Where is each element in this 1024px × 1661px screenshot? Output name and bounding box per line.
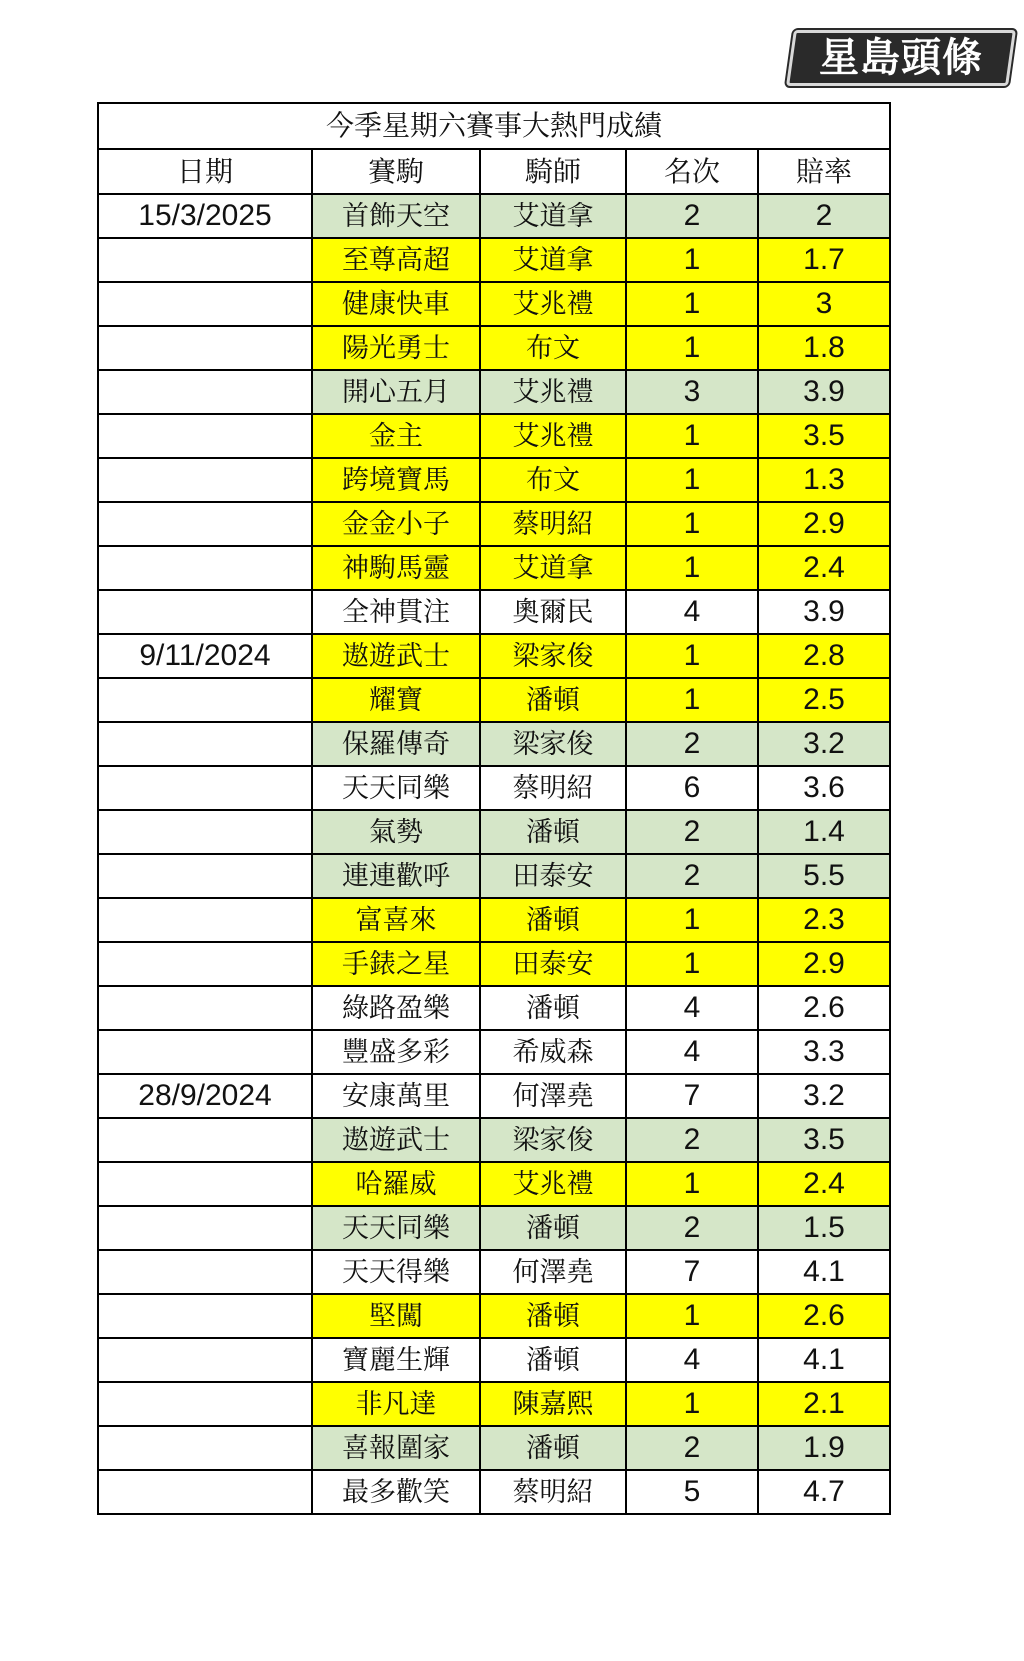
cell-jockey: 梁家俊 [480, 634, 626, 678]
cell-horse: 全神貫注 [312, 590, 480, 634]
cell-jockey: 陳嘉熙 [480, 1382, 626, 1426]
cell-date [98, 810, 312, 854]
table-row [98, 1426, 890, 1470]
cell-date [98, 1338, 312, 1382]
cell-placing: 2 [626, 722, 758, 766]
header-jockey: 騎師 [480, 149, 626, 194]
table-row [98, 942, 890, 986]
brand-logo [786, 30, 1016, 86]
cell-date [98, 370, 312, 414]
cell-placing: 1 [626, 898, 758, 942]
table-row [98, 1162, 890, 1206]
cell-placing: 4 [626, 986, 758, 1030]
cell-horse: 哈羅威 [312, 1162, 480, 1206]
cell-date [98, 898, 312, 942]
cell-placing: 1 [626, 1382, 758, 1426]
cell-placing: 1 [626, 502, 758, 546]
table-row [98, 194, 890, 238]
cell-jockey: 艾兆禮 [480, 370, 626, 414]
table-row [98, 238, 890, 282]
cell-placing: 2 [626, 854, 758, 898]
table-row [98, 1294, 890, 1338]
table-row [98, 722, 890, 766]
cell-placing: 2 [626, 1426, 758, 1470]
cell-jockey: 奧爾民 [480, 590, 626, 634]
cell-placing: 1 [626, 1294, 758, 1338]
cell-jockey: 艾道拿 [480, 546, 626, 590]
cell-odds: 2.5 [758, 678, 890, 722]
cell-placing: 2 [626, 1118, 758, 1162]
cell-placing: 4 [626, 1030, 758, 1074]
cell-horse: 天天同樂 [312, 766, 480, 810]
cell-jockey: 艾道拿 [480, 238, 626, 282]
cell-horse: 陽光勇士 [312, 326, 480, 370]
cell-jockey: 艾兆禮 [480, 1162, 626, 1206]
cell-date [98, 1426, 312, 1470]
cell-jockey: 蔡明紹 [480, 1470, 626, 1514]
cell-odds: 2.3 [758, 898, 890, 942]
table-row [98, 1074, 890, 1118]
cell-date [98, 722, 312, 766]
cell-odds: 4.7 [758, 1470, 890, 1514]
cell-jockey: 潘頓 [480, 898, 626, 942]
cell-jockey: 希威森 [480, 1030, 626, 1074]
cell-jockey: 潘頓 [480, 1426, 626, 1470]
cell-jockey: 梁家俊 [480, 722, 626, 766]
cell-date [98, 1206, 312, 1250]
table-row [98, 414, 890, 458]
cell-jockey: 何澤堯 [480, 1074, 626, 1118]
cell-date [98, 1294, 312, 1338]
cell-placing: 2 [626, 810, 758, 854]
table-title: 今季星期六賽事大熱門成績 [98, 103, 890, 149]
cell-jockey: 艾兆禮 [480, 414, 626, 458]
cell-odds: 4.1 [758, 1250, 890, 1294]
cell-horse: 非凡達 [312, 1382, 480, 1426]
cell-odds: 1.5 [758, 1206, 890, 1250]
table-row [98, 282, 890, 326]
table-row [98, 634, 890, 678]
cell-jockey: 潘頓 [480, 1294, 626, 1338]
cell-placing: 3 [626, 370, 758, 414]
cell-date [98, 1470, 312, 1514]
header-date: 日期 [98, 149, 312, 194]
cell-horse: 喜報圍家 [312, 1426, 480, 1470]
cell-placing: 2 [626, 1206, 758, 1250]
cell-jockey: 艾道拿 [480, 194, 626, 238]
cell-odds: 2.4 [758, 546, 890, 590]
cell-odds: 2.9 [758, 942, 890, 986]
table-row [98, 986, 890, 1030]
cell-horse: 遨遊武士 [312, 1118, 480, 1162]
cell-odds: 1.4 [758, 810, 890, 854]
cell-odds: 5.5 [758, 854, 890, 898]
cell-horse: 保羅傳奇 [312, 722, 480, 766]
table-row [98, 590, 890, 634]
cell-placing: 4 [626, 1338, 758, 1382]
cell-odds: 1.3 [758, 458, 890, 502]
cell-jockey: 布文 [480, 326, 626, 370]
cell-placing: 1 [626, 282, 758, 326]
header-placing: 名次 [626, 149, 758, 194]
cell-horse: 連連歡呼 [312, 854, 480, 898]
cell-odds: 3.2 [758, 1074, 890, 1118]
cell-jockey: 梁家俊 [480, 1118, 626, 1162]
cell-date [98, 414, 312, 458]
cell-horse: 首飾天空 [312, 194, 480, 238]
cell-date [98, 766, 312, 810]
table-row [98, 1206, 890, 1250]
cell-odds: 1.8 [758, 326, 890, 370]
table-row [98, 678, 890, 722]
cell-date: 15/3/2025 [98, 194, 312, 238]
table-row [98, 458, 890, 502]
cell-odds: 3.5 [758, 1118, 890, 1162]
cell-placing: 7 [626, 1074, 758, 1118]
cell-horse: 金主 [312, 414, 480, 458]
table-header-row [98, 149, 890, 194]
cell-date [98, 986, 312, 1030]
cell-jockey: 潘頓 [480, 810, 626, 854]
cell-date [98, 678, 312, 722]
cell-placing: 1 [626, 326, 758, 370]
table-row [98, 1250, 890, 1294]
cell-date [98, 458, 312, 502]
cell-date [98, 282, 312, 326]
cell-jockey: 潘頓 [480, 678, 626, 722]
cell-date [98, 238, 312, 282]
cell-date [98, 590, 312, 634]
cell-jockey: 艾兆禮 [480, 282, 626, 326]
cell-odds: 1.7 [758, 238, 890, 282]
cell-placing: 5 [626, 1470, 758, 1514]
brand-logo-text: 星島頭條 [819, 35, 983, 81]
cell-placing: 1 [626, 678, 758, 722]
table-row [98, 1118, 890, 1162]
cell-odds: 2.6 [758, 986, 890, 1030]
cell-odds: 2.8 [758, 634, 890, 678]
cell-date [98, 1382, 312, 1426]
cell-date: 28/9/2024 [98, 1074, 312, 1118]
cell-date [98, 1030, 312, 1074]
cell-placing: 2 [626, 194, 758, 238]
cell-horse: 至尊高超 [312, 238, 480, 282]
table-row [98, 546, 890, 590]
cell-odds: 4.1 [758, 1338, 890, 1382]
table-row [98, 326, 890, 370]
cell-jockey: 蔡明紹 [480, 502, 626, 546]
cell-odds: 3.3 [758, 1030, 890, 1074]
cell-jockey: 潘頓 [480, 1338, 626, 1382]
table-title-row [98, 103, 890, 149]
cell-horse: 豐盛多彩 [312, 1030, 480, 1074]
cell-horse: 最多歡笑 [312, 1470, 480, 1514]
table-body [98, 194, 890, 1514]
header-horse: 賽駒 [312, 149, 480, 194]
cell-odds: 3.9 [758, 590, 890, 634]
cell-horse: 綠路盈樂 [312, 986, 480, 1030]
cell-horse: 天天同樂 [312, 1206, 480, 1250]
cell-placing: 1 [626, 458, 758, 502]
cell-horse: 遨遊武士 [312, 634, 480, 678]
table-row [98, 370, 890, 414]
cell-placing: 1 [626, 238, 758, 282]
cell-date [98, 1162, 312, 1206]
cell-date [98, 942, 312, 986]
table-row [98, 766, 890, 810]
cell-date [98, 854, 312, 898]
cell-date [98, 1118, 312, 1162]
cell-odds: 2.6 [758, 1294, 890, 1338]
cell-horse: 安康萬里 [312, 1074, 480, 1118]
cell-horse: 富喜來 [312, 898, 480, 942]
cell-odds: 3.6 [758, 766, 890, 810]
cell-jockey: 潘頓 [480, 1206, 626, 1250]
cell-placing: 1 [626, 1162, 758, 1206]
table-row [98, 810, 890, 854]
cell-jockey: 潘頓 [480, 986, 626, 1030]
table-row [98, 854, 890, 898]
cell-date [98, 502, 312, 546]
cell-placing: 7 [626, 1250, 758, 1294]
cell-horse: 耀寶 [312, 678, 480, 722]
cell-placing: 1 [626, 942, 758, 986]
cell-horse: 神駒馬靈 [312, 546, 480, 590]
cell-horse: 開心五月 [312, 370, 480, 414]
cell-jockey: 田泰安 [480, 854, 626, 898]
cell-horse: 天天得樂 [312, 1250, 480, 1294]
cell-placing: 1 [626, 634, 758, 678]
cell-odds: 3 [758, 282, 890, 326]
results-table [97, 102, 891, 1515]
cell-horse: 堅闖 [312, 1294, 480, 1338]
cell-date: 9/11/2024 [98, 634, 312, 678]
cell-odds: 3.5 [758, 414, 890, 458]
cell-date [98, 546, 312, 590]
cell-odds: 2.4 [758, 1162, 890, 1206]
cell-placing: 4 [626, 590, 758, 634]
table-row [98, 1382, 890, 1426]
cell-horse: 金金小子 [312, 502, 480, 546]
cell-placing: 1 [626, 414, 758, 458]
cell-horse: 寶麗生輝 [312, 1338, 480, 1382]
cell-odds: 2.9 [758, 502, 890, 546]
cell-date [98, 326, 312, 370]
cell-jockey: 蔡明紹 [480, 766, 626, 810]
cell-horse: 健康快車 [312, 282, 480, 326]
cell-date [98, 1250, 312, 1294]
cell-odds: 2 [758, 194, 890, 238]
cell-odds: 2.1 [758, 1382, 890, 1426]
cell-placing: 1 [626, 546, 758, 590]
table-row [98, 1338, 890, 1382]
cell-placing: 6 [626, 766, 758, 810]
cell-horse: 手錶之星 [312, 942, 480, 986]
table-row [98, 502, 890, 546]
cell-jockey: 布文 [480, 458, 626, 502]
table-row [98, 1470, 890, 1514]
table-row [98, 1030, 890, 1074]
cell-odds: 3.2 [758, 722, 890, 766]
cell-horse: 跨境寶馬 [312, 458, 480, 502]
cell-jockey: 田泰安 [480, 942, 626, 986]
cell-jockey: 何澤堯 [480, 1250, 626, 1294]
header-odds: 賠率 [758, 149, 890, 194]
cell-odds: 3.9 [758, 370, 890, 414]
cell-horse: 氣勢 [312, 810, 480, 854]
cell-odds: 1.9 [758, 1426, 890, 1470]
table-row [98, 898, 890, 942]
